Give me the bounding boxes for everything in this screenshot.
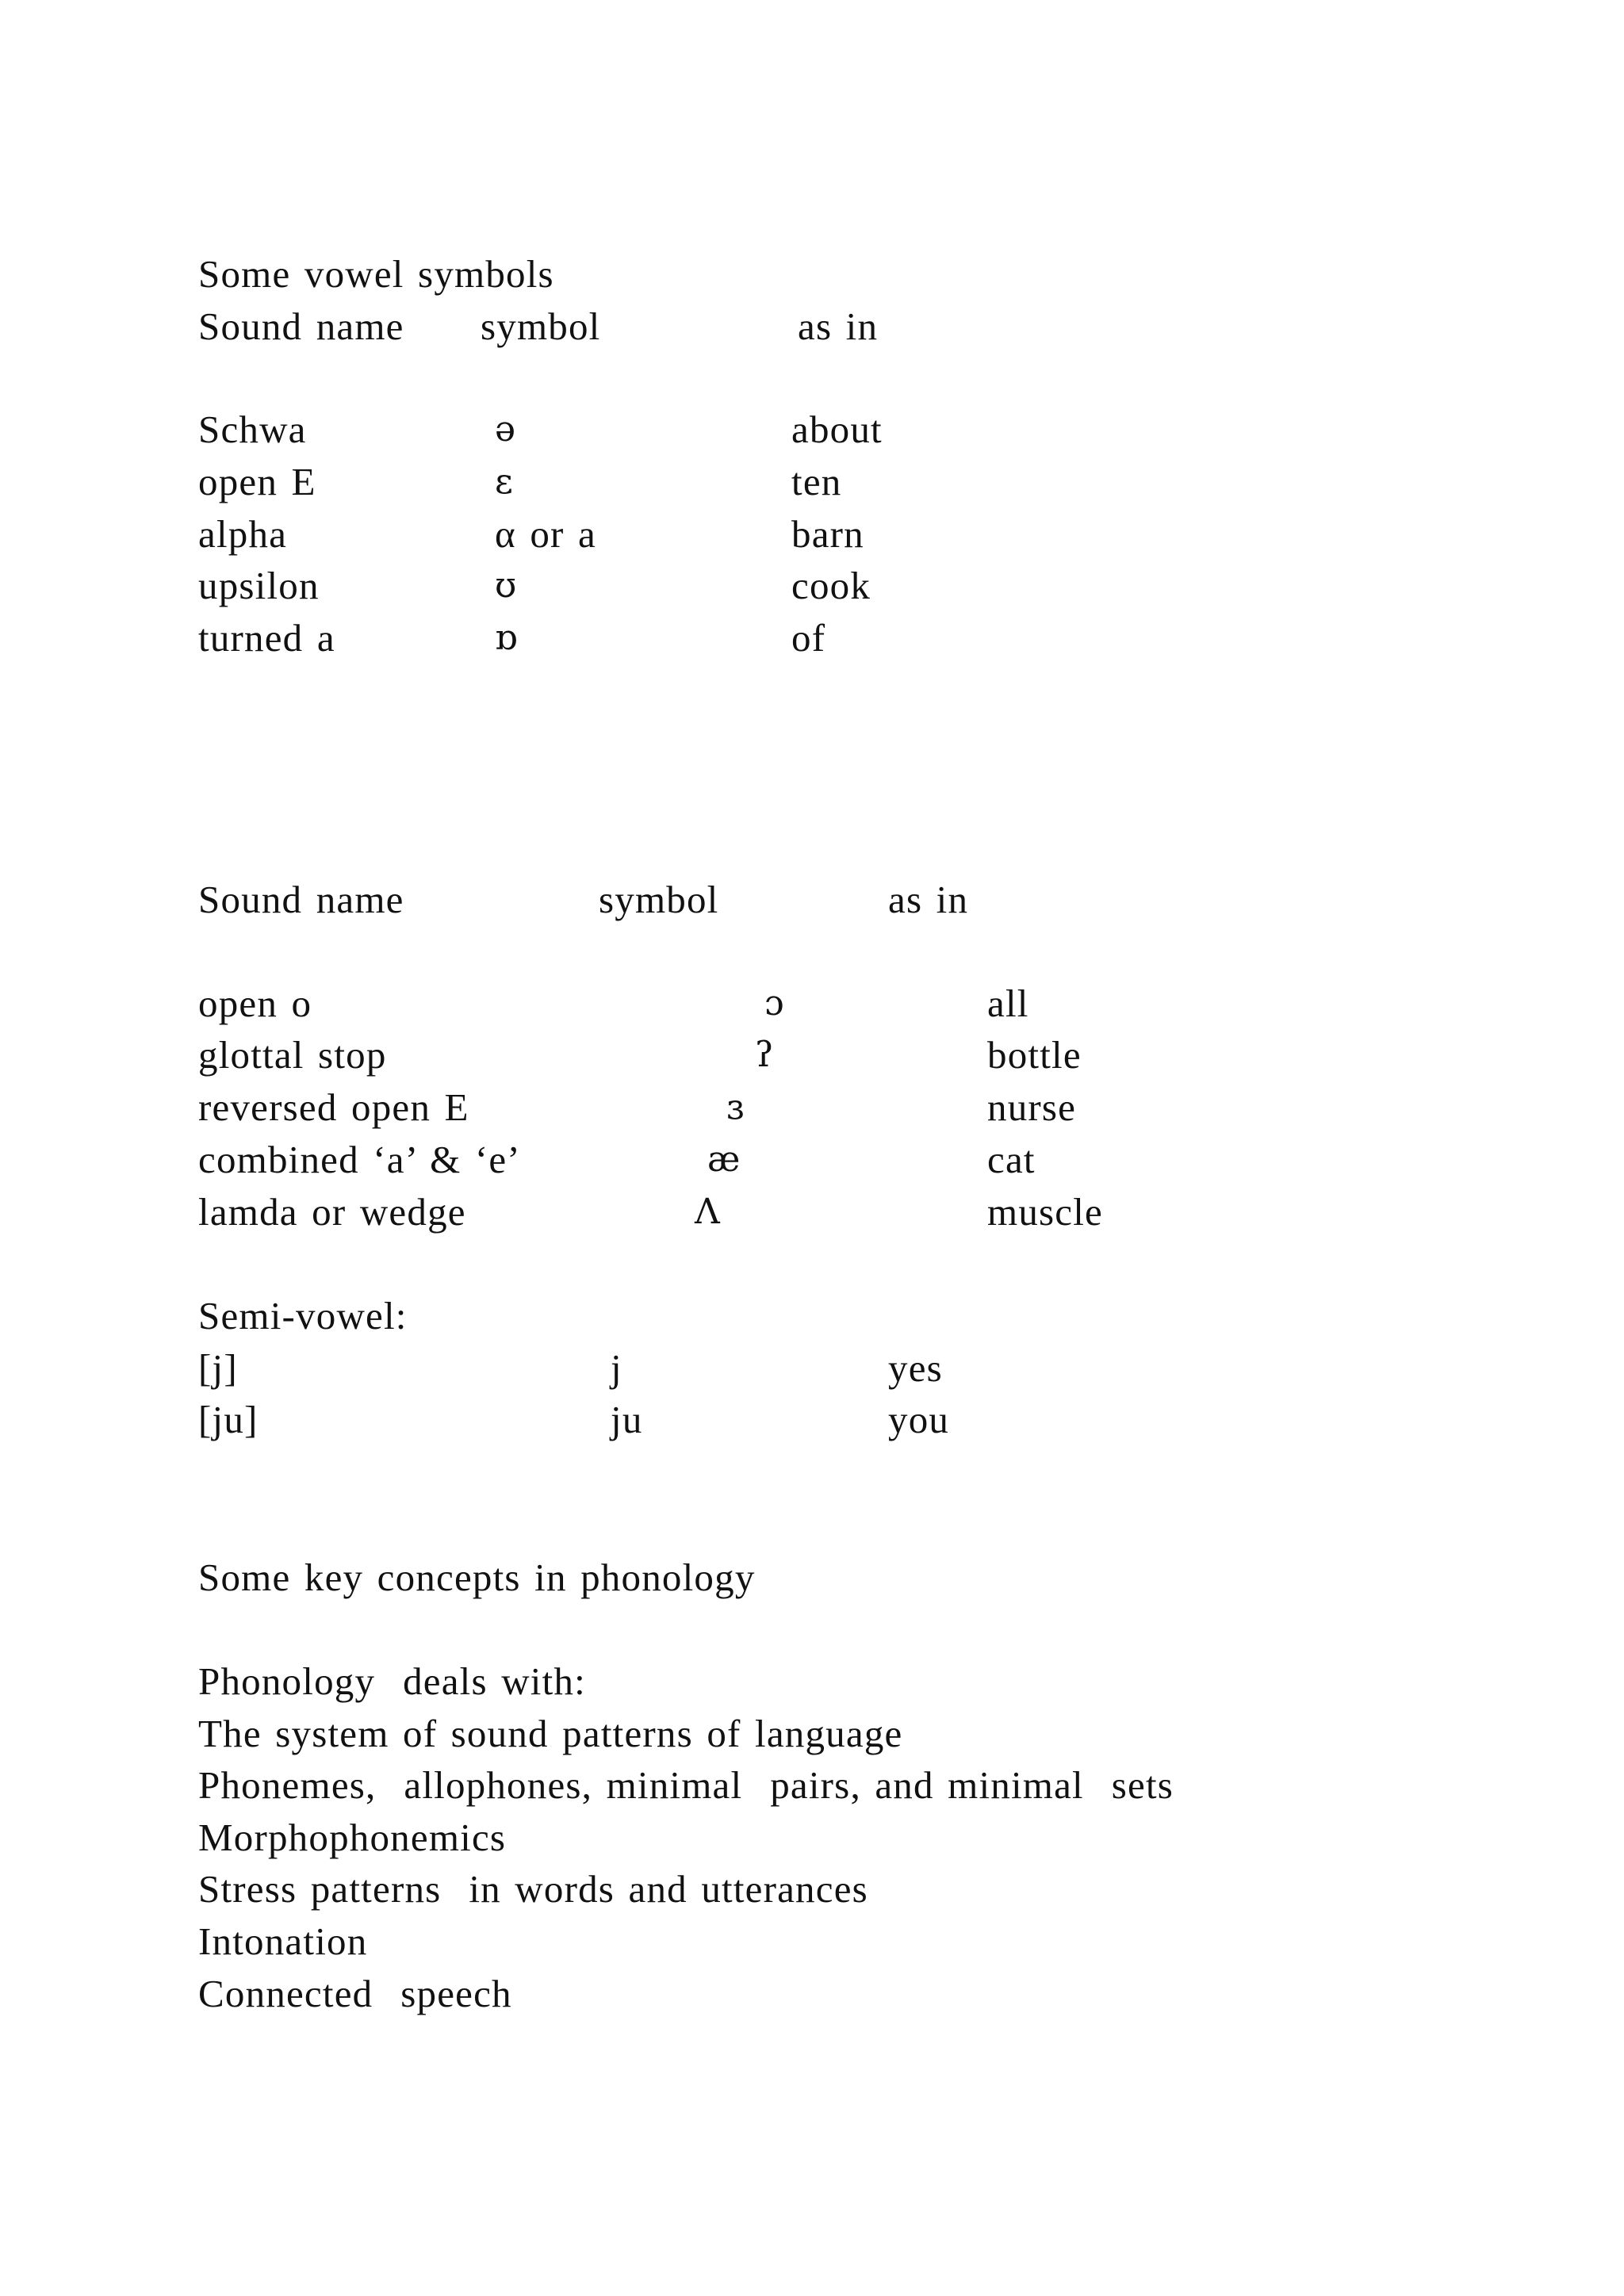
example-word: bottle (987, 1033, 1082, 1077)
phonetic-symbol: ɜ (726, 1087, 745, 1127)
phonetic-symbol: ʊ (495, 565, 518, 606)
table-row (0, 978, 1624, 1030)
table-row (0, 1134, 1624, 1186)
phonetic-symbol: ju (611, 1398, 643, 1441)
section1-title-line (0, 248, 1624, 300)
semivowel-title-line (0, 1290, 1624, 1342)
example-word: cat (987, 1138, 1036, 1181)
sound-name: Schwa (198, 408, 307, 451)
list-item (0, 1812, 1624, 1864)
table-row (0, 1394, 1624, 1446)
phonetic-symbol: ε (495, 461, 514, 502)
phonetic-symbol: j (611, 1346, 622, 1390)
sound-name: open o (198, 982, 312, 1025)
concept-item: Intonation (198, 1919, 368, 1963)
list-item (0, 1759, 1624, 1812)
example-word: ten (791, 460, 842, 503)
sound-name: glottal stop (198, 1033, 387, 1077)
sound-name: [j] (198, 1346, 238, 1390)
sound-name: reversed open E (198, 1085, 469, 1129)
concept-item: Phonemes, allophones, minimal pairs, and minimal sets (198, 1763, 1174, 1807)
sound-name: turned a (198, 616, 335, 660)
list-item (0, 1708, 1624, 1760)
list-item (0, 1915, 1624, 1968)
phonetic-symbol: α or a (495, 512, 596, 556)
concepts-title: Some key concepts in phonology (198, 1556, 756, 1599)
table-row (0, 456, 1624, 508)
list-item (0, 1863, 1624, 1915)
concepts-intro-line (0, 1655, 1624, 1708)
phonetic-symbol: ɔ (764, 983, 785, 1024)
table-row (0, 1081, 1624, 1134)
sound-name: open E (198, 460, 316, 503)
sound-name: [ju] (198, 1398, 259, 1441)
example-word: nurse (987, 1085, 1077, 1129)
header-as-in: as in (888, 878, 969, 921)
phonetic-symbol: ɒ (495, 618, 519, 658)
header-symbol: symbol (481, 304, 601, 348)
example-word: barn (791, 512, 864, 556)
list-item (0, 1968, 1624, 2020)
semivowel-title: Semi-vowel: (198, 1294, 408, 1337)
table-row (0, 1029, 1624, 1081)
phonetic-symbol: Λ (695, 1192, 721, 1232)
header-sound-name: Sound name (198, 304, 404, 348)
concept-item: The system of sound patterns of language (198, 1712, 903, 1755)
sound-name: upsilon (198, 564, 320, 607)
concepts-intro: Phonology deals with: (198, 1659, 586, 1703)
section2-header (0, 874, 1624, 926)
concept-item: Connected speech (198, 1972, 512, 2015)
header-sound-name: Sound name (198, 878, 404, 921)
phonetic-symbol: ə (495, 409, 517, 450)
table-row (0, 612, 1624, 664)
example-word: yes (888, 1346, 943, 1390)
example-word: about (791, 408, 883, 451)
concept-item: Stress patterns in words and utterances (198, 1867, 868, 1911)
sound-name: alpha (198, 512, 288, 556)
table-row (0, 508, 1624, 561)
phonetic-symbol: ʔ (755, 1035, 775, 1075)
example-word: of (791, 616, 826, 660)
table-row (0, 560, 1624, 612)
header-as-in: as in (798, 304, 879, 348)
section1-title: Some vowel symbols (198, 252, 554, 296)
concept-item: Morphophonemics (198, 1816, 507, 1859)
concepts-title-line (0, 1552, 1624, 1604)
sound-name: lamda or wedge (198, 1190, 466, 1234)
phonetic-symbol: æ (707, 1139, 741, 1180)
example-word: muscle (987, 1190, 1103, 1234)
sound-name: combined ‘a’ & ‘e’ (198, 1138, 521, 1181)
header-symbol: symbol (599, 878, 719, 921)
example-word: all (987, 982, 1029, 1025)
table-row (0, 404, 1624, 456)
section1-header (0, 300, 1624, 353)
table-row (0, 1342, 1624, 1395)
example-word: you (888, 1398, 950, 1441)
example-word: cook (791, 564, 871, 607)
table-row (0, 1186, 1624, 1238)
